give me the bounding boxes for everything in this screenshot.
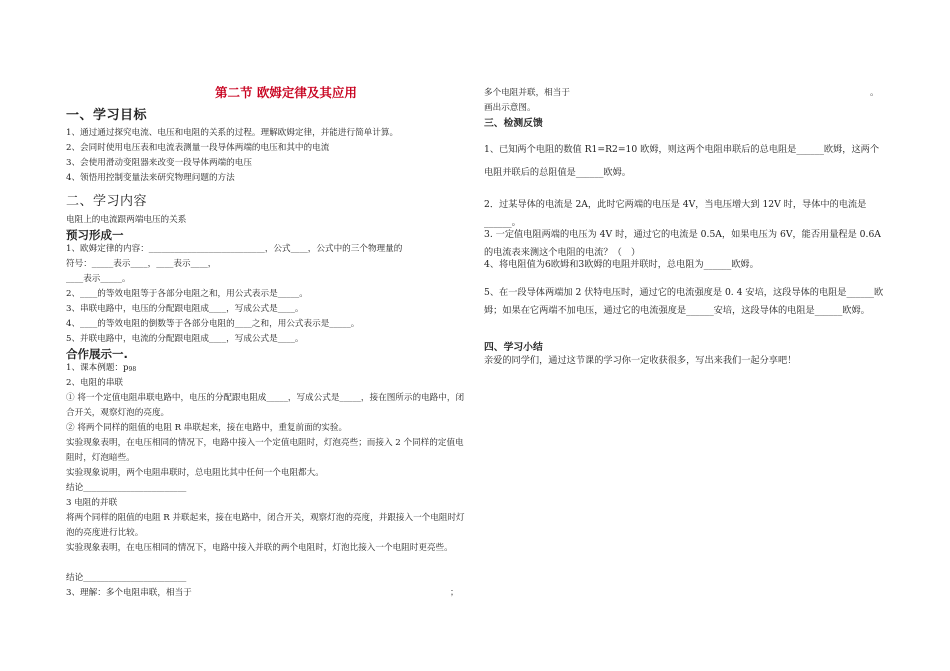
feedback-item-2: 2．过某导体的电流是 2A，此时它两端的电压是 4V，当电压增大到 12V 时，导体中的电流是______。: [484, 199, 867, 228]
coop-item-2d: 实验现象说明，两个电阻串联时，总电阻比其中任何一个电阻都大。: [66, 468, 324, 478]
feedback-item-4: 4、将电阻值为6欧姆和3欧姆的电阻并联时，总电阻为______欧姆。: [484, 259, 759, 270]
coop-item-2c: 实验现象表明，在电压相同的情况下，电路中接入一个定值电阻时，灯泡亮些；而接入 2 个同样的定值电阻时，灯泡暗些。: [66, 438, 464, 463]
preview-item-3: 3、串联电路中，电压的分配跟电阻成____，写成公式是____。: [66, 304, 304, 314]
coop-item-3d-end: ；: [450, 588, 459, 598]
coop-conclusion-1: 结论________________________: [66, 483, 187, 493]
preview-item-4: 4、____的等效电阻的倒数等于各部分电阻的____之和，用公式表示是_____。: [66, 319, 360, 329]
right-top-line-end: 。: [870, 88, 879, 98]
coop-item-2a: ① 将一个定值电阻串联电路中，电压的分配跟电阻成_____，写成公式是_____，接在图所示的电路中，闭合开关，观察灯泡的亮度。: [66, 393, 465, 418]
preview-item-1a: 1、欧姆定律的内容：___________________________，公式____，公式中的三个物理量的: [66, 244, 403, 254]
feedback-item-3: 3. 一定值电阻两端的电压为 4V 时，通过它的电流是 0.5A，如果电压为 6V，能否用量程是 0.6A 的电流表来测这个电阻的电流？（ ）: [484, 229, 881, 258]
goal-item-4: 4、领悟用控制变量法来研究物理问题的方法: [66, 173, 235, 183]
preview-item-1b: 符号：_____表示____，____表示____，: [66, 259, 217, 269]
coop-conclusion-2: 结论________________________: [66, 573, 187, 583]
feedback-item-5: 5、在一段导体两端加 2 伏特电压时，通过它的电流强度是 0. 4 安培，这段导体的电阻是______欧姆；如果在它两端不加电压，通过它的电流强度是______安培，这段导体的电阻是______欧姆。: [484, 287, 884, 316]
page-title: 第二节 欧姆定律及其应用: [215, 85, 357, 100]
goal-item-3: 3、会使用滑动变阻器来改变一段导体两端的电压: [66, 158, 252, 168]
summary-text: 亲爱的同学们，通过这节课的学习你一定收获很多，写出来我们一起分享吧！: [484, 355, 797, 366]
section-heading-summary: 四、学习小结: [484, 342, 543, 353]
goal-item-2: 2、会同时使用电压表和电流表测量一段导体两端的电压和其中的电流: [66, 143, 330, 153]
right-draw-instruction: 画出示意图。: [484, 103, 536, 113]
section-heading-goals: 一、学习目标: [66, 108, 148, 123]
coop-item-3: 3 电阻的并联: [66, 498, 118, 508]
preview-item-5: 5、并联电路中，电流的分配跟电阻成____，写成公式是____。: [66, 334, 304, 344]
preview-item-1c: ____表示_____。: [66, 274, 131, 284]
goal-item-1: 1、通过通过探究电流、电压和电阻的关系的过程。理解欧姆定律，并能进行简单计算。: [66, 128, 399, 138]
subheading-preview: 预习形成一: [66, 228, 124, 242]
feedback-item-1: 1、已知两个电阻的数值 R1=R2=10 欧姆，则这两个电阻串联后的总电阻是______欧姆，这两个电阻并联后的总阻值是______欧姆。: [484, 144, 880, 178]
subheading-cooperation: 合作展示一.: [66, 347, 128, 361]
preview-item-2: 2、____的等效电阻等于各部分电阻之和，用公式表示是_____。: [66, 289, 308, 299]
right-top-line: 多个电阻并联，相当于: [484, 88, 570, 98]
section-heading-feedback: 三、检测反馈: [484, 118, 543, 129]
coop-item-2: 2、电阻的串联: [66, 378, 124, 388]
coop-item-3a: 将两个同样的阻值的电阻 R 并联起来，接在电路中，闭合开关，观察灯泡的亮度，并跟接入一个电阻时灯泡的亮度进行比较。: [66, 513, 465, 538]
coop-item-3b: 实验现象表明，在电压相同的情况下，电路中接入并联的两个电阻时，灯泡比接入一个电阻时更亮些。: [66, 543, 453, 553]
coop-item-3d: 3、理解：多个电阻串联，相当于: [66, 588, 192, 598]
coop-item-1: 1、课本例题：p98: [66, 363, 137, 373]
section-heading-content: 二、学习内容: [66, 194, 148, 209]
section-intro: 电阻上的电流跟两端电压的关系: [66, 215, 187, 225]
coop-item-2b: ② 将两个同样的阻值的电阻 R 串联起来，接在电路中，重复前面的实验。: [66, 423, 348, 433]
